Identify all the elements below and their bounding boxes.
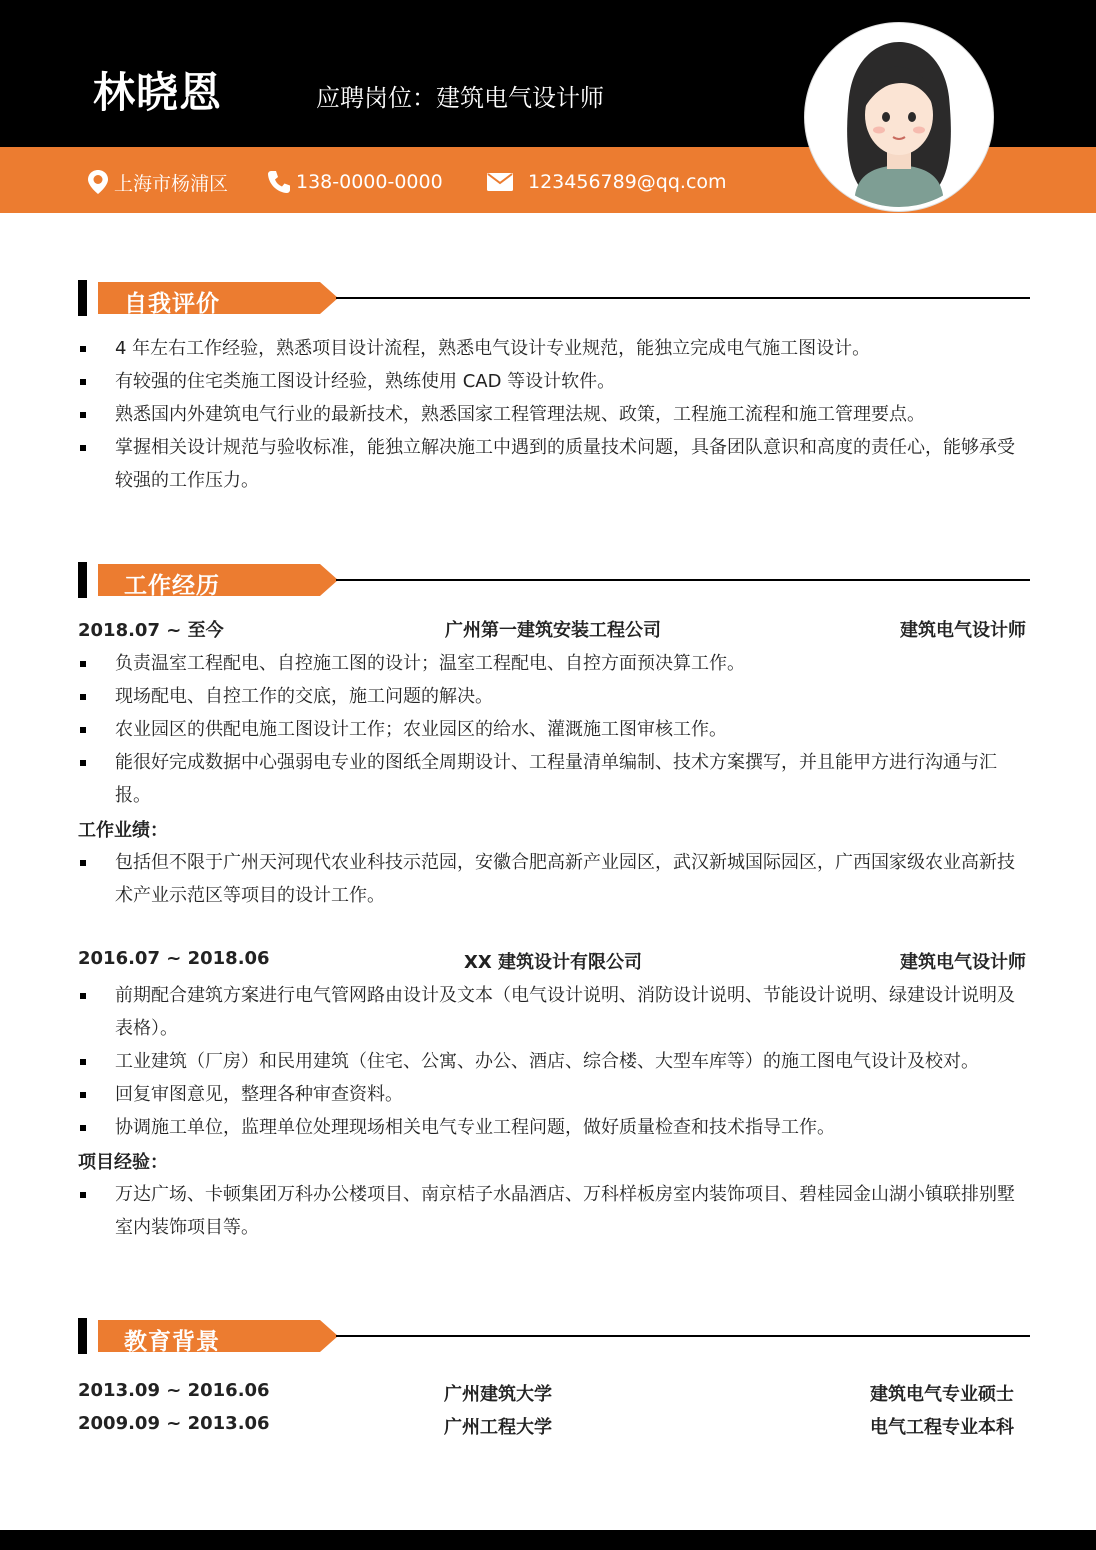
job-role: 建筑电气设计师 <box>900 620 1026 641</box>
footer-band <box>0 1530 1096 1550</box>
list-item: 掌握相关设计规范与验收标准，能独立解决施工中遇到的质量技术问题，具备团队意识和高度的责任心，能够承受较强的工作压力。 <box>78 431 1030 497</box>
list-item: 万达广场、卡顿集团万科办公楼项目、南京桔子水晶酒店、万科样板房室内装饰项目、碧桂园金山湖小镇联排别墅室内装饰项目等。 <box>78 1178 1030 1244</box>
education-row <box>78 1413 1028 1443</box>
section-title: 教育背景 <box>124 1329 220 1355</box>
phone-text: 138-0000-0000 <box>296 171 443 193</box>
section-rule <box>336 1335 1030 1337</box>
job-date: 2018.07 ~ 至今 <box>78 620 224 641</box>
list-item: 负责温室工程配电、自控施工图的设计；温室工程配电、自控方面预决算工作。 <box>78 647 1030 680</box>
section-title: 自我评价 <box>124 291 220 317</box>
list-item: 回复审图意见，整理各种审查资料。 <box>78 1078 1030 1111</box>
education-school: 广州工程大学 <box>444 1417 552 1438</box>
list-item: 农业园区的供配电施工图设计工作；农业园区的给水、灌溉施工图审核工作。 <box>78 713 1030 746</box>
email-icon <box>486 172 514 192</box>
contact-location <box>86 168 228 196</box>
list-item: 4 年左右工作经验，熟悉项目设计流程，熟悉电气设计专业规范，能独立完成电气施工图设计。 <box>78 332 1030 365</box>
education-degree: 电气工程专业本科 <box>870 1417 1014 1438</box>
education-date: 2009.09 ~ 2013.06 <box>78 1413 270 1434</box>
section-tag <box>98 282 338 317</box>
section-rule <box>336 297 1030 299</box>
list-item: 协调施工单位，监理单位处理现场相关电气专业工程问题，做好质量检查和技术指导工作。 <box>78 1111 1030 1144</box>
job-date: 2016.07 ~ 2018.06 <box>78 948 270 969</box>
education-row <box>78 1380 1028 1410</box>
self-eval-list <box>78 332 1030 497</box>
section-tag <box>98 564 338 599</box>
job-company: XX 建筑设计有限公司 <box>463 952 643 973</box>
job-role: 建筑电气设计师 <box>900 952 1026 973</box>
list-item: 前期配合建筑方案进行电气管网路由设计及文本（电气设计说明、消防设计说明、节能设计说明、绿建设计说明及表格）。 <box>78 979 1030 1045</box>
contact-email <box>486 168 727 196</box>
achievements-list <box>78 846 1030 912</box>
projects-list <box>78 1178 1030 1244</box>
contact-phone <box>266 168 443 196</box>
list-item: 工业建筑（厂房）和民用建筑（住宅、公寓、办公、酒店、综合楼、大型车库等）的施工图电气设计及校对。 <box>78 1045 1030 1078</box>
education-degree: 建筑电气专业硕士 <box>870 1384 1014 1405</box>
job-header <box>78 948 1028 978</box>
location-pin-icon <box>86 169 110 195</box>
candidate-name: 林晓恩 <box>93 68 223 117</box>
achievements-label: 工作业绩： <box>78 820 168 841</box>
list-item: 包括但不限于广州天河现代农业科技示范园，安徽合肥高新产业园区，武汉新城国际园区，广西国家级农业高新技术产业示范区等项目的设计工作。 <box>78 846 1030 912</box>
job-company: 广州第一建筑安装工程公司 <box>445 620 661 641</box>
phone-icon <box>266 169 292 195</box>
section-work <box>78 562 1030 598</box>
email-text: 123456789@qq.com <box>528 171 727 193</box>
avatar-illustration <box>809 27 989 207</box>
list-item: 能很好完成数据中心强弱电专业的图纸全周期设计、工程量清单编制、技术方案撰写，并且能甲方进行沟通与汇报。 <box>78 746 1030 812</box>
applied-position: 应聘岗位：建筑电气设计师 <box>316 84 604 112</box>
list-item: 现场配电、自控工作的交底，施工问题的解决。 <box>78 680 1030 713</box>
section-bar <box>78 1318 87 1354</box>
section-rule <box>336 579 1030 581</box>
location-text: 上海市杨浦区 <box>114 172 229 195</box>
list-item: 有较强的住宅类施工图设计经验，熟练使用 CAD 等设计软件。 <box>78 365 1030 398</box>
avatar <box>805 23 993 211</box>
education-date: 2013.09 ~ 2016.06 <box>78 1380 270 1401</box>
projects-label: 项目经验： <box>78 1152 168 1173</box>
job-duties-list <box>78 979 1030 1144</box>
job-header <box>78 616 1028 646</box>
section-tag <box>98 1320 338 1355</box>
education-school: 广州建筑大学 <box>444 1384 552 1405</box>
section-self-eval <box>78 280 1030 316</box>
list-item: 熟悉国内外建筑电气行业的最新技术，熟悉国家工程管理法规、政策，工程施工流程和施工管理要点。 <box>78 398 1030 431</box>
job-duties-list <box>78 647 1030 812</box>
section-bar <box>78 562 87 598</box>
section-bar <box>78 280 87 316</box>
section-title: 工作经历 <box>124 573 220 599</box>
section-education <box>78 1318 1030 1354</box>
